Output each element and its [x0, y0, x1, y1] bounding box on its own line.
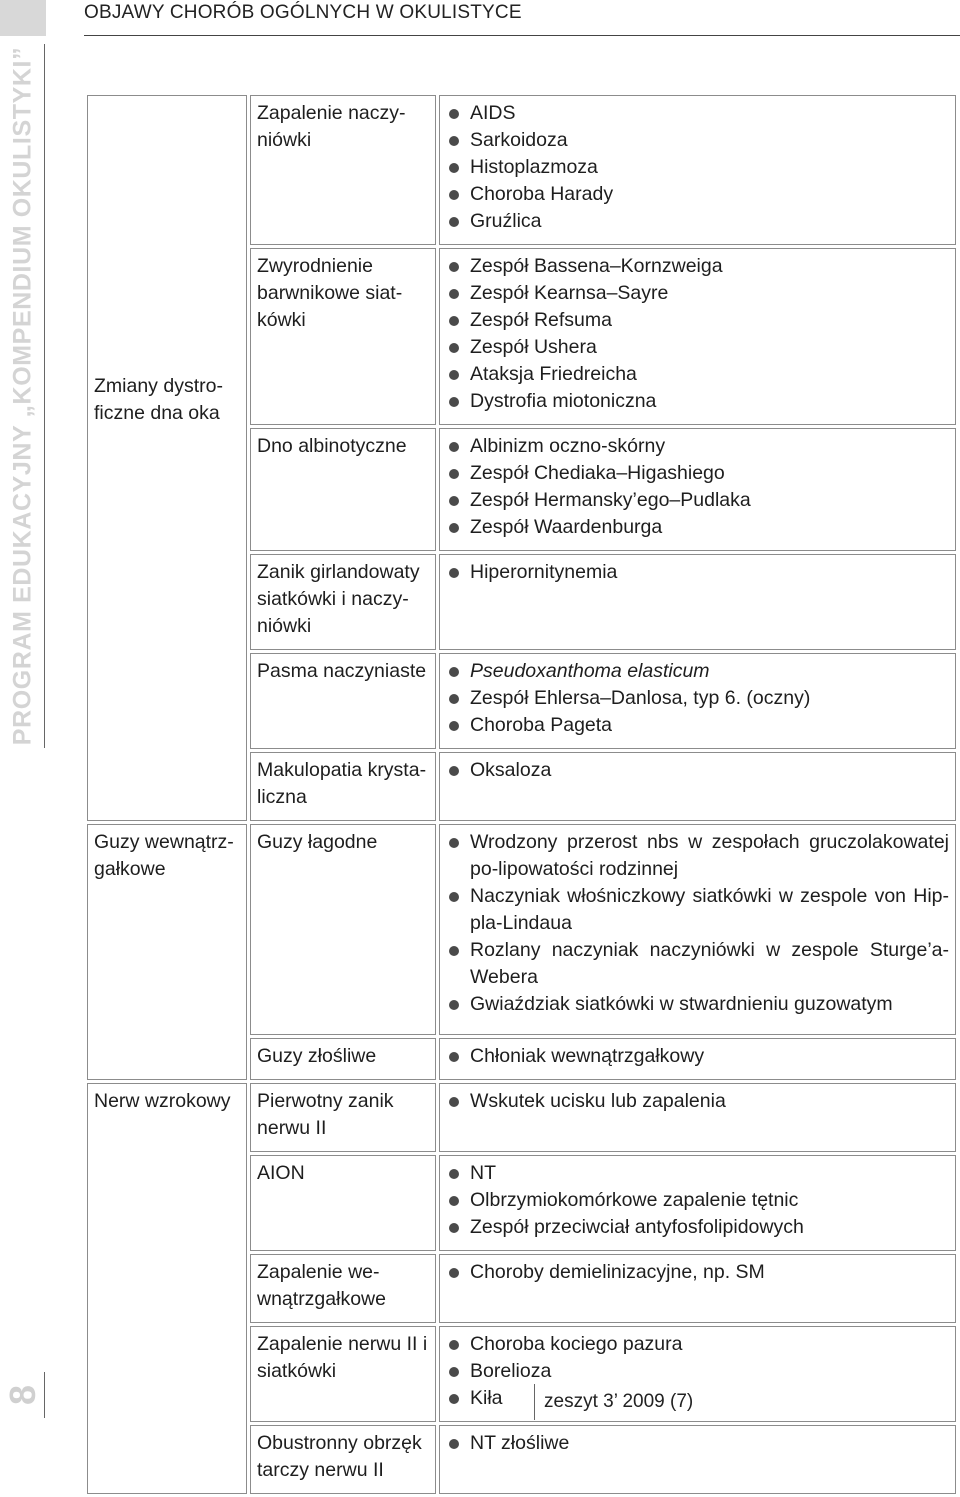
list-item: Kiła	[446, 1385, 949, 1412]
list-item: Zespół przeciwciał antyfosfolipidowych	[446, 1214, 949, 1241]
condition-cell	[250, 554, 436, 650]
list-item: Dystrofia miotoniczna	[446, 388, 949, 415]
list-item: Zespół Ehlersa–Danlosa, typ 6. (oczny)	[446, 685, 949, 712]
list-item: Zespół Ushera	[446, 334, 949, 361]
condition-label: Zapalenie we-wnątrzgałkowe	[257, 1261, 386, 1310]
list-item: Rozlany naczyniak naczyniówki w zespole Sturge’a-Webera	[446, 937, 949, 991]
diseases-cell	[439, 1425, 956, 1494]
table-row	[87, 95, 956, 245]
list-item: Oksaloza	[446, 757, 949, 784]
list-item: Choroba Pageta	[446, 712, 949, 739]
condition-label: AION	[257, 1162, 305, 1184]
list-item: Borelioza	[446, 1358, 949, 1385]
diseases-cell	[439, 95, 956, 245]
list-item: Zespół Refsuma	[446, 307, 949, 334]
condition-label: Pierwotny zanik nerwu II	[257, 1090, 394, 1139]
list-item: Wrodzony przerost nbs w zespołach gruczolakowatej po-lipowatości rodzinnej	[446, 829, 949, 883]
disease-list	[446, 1043, 949, 1070]
list-item: Chłoniak wewnątrzgałkowy	[446, 1043, 949, 1070]
list-item: Pseudoxanthoma elasticum	[446, 658, 949, 685]
condition-label: Zanik girlandowaty siatkówki i naczy-niówki	[257, 561, 420, 637]
diseases-cell	[439, 824, 956, 1035]
disease-list	[446, 1259, 949, 1286]
condition-label: Zwyrodnienie barwnikowe siat-kówki	[257, 255, 403, 331]
diseases-cell	[439, 428, 956, 551]
list-item: Histoplazmoza	[446, 154, 949, 181]
table-row	[87, 824, 956, 1035]
condition-label: Obustronny obrzęk tarczy nerwu II	[257, 1432, 422, 1481]
page-header-title: OBJAWY CHORÓB OGÓLNYCH W OKULISTYCE	[84, 2, 522, 23]
diseases-cell	[439, 752, 956, 821]
footer-divider	[534, 1384, 535, 1420]
disease-list	[446, 829, 949, 1018]
list-item: Gruźlica	[446, 208, 949, 235]
header-rule	[84, 35, 960, 36]
condition-cell	[250, 1425, 436, 1494]
side-label-wrap	[3, 44, 43, 748]
footer-side-rule	[44, 1372, 45, 1418]
list-item: Choroby demielinizacyjne, np. SM	[446, 1259, 949, 1286]
list-item: Zespół Hermansky’ego–Pudlaka	[446, 487, 949, 514]
disease-list	[446, 433, 949, 541]
side-rule	[44, 44, 45, 748]
page-number-wrap	[3, 1372, 43, 1418]
category-cell	[87, 1083, 247, 1494]
list-item: Naczyniak włośniczkowy siatkówki w zespole von Hip-pla-Lindaua	[446, 883, 949, 937]
header-corner-box	[0, 0, 46, 36]
condition-label: Zapalenie naczy-niówki	[257, 102, 406, 151]
list-item: NT złośliwe	[446, 1430, 949, 1457]
condition-cell	[250, 95, 436, 245]
condition-cell	[250, 1254, 436, 1323]
diseases-table	[84, 92, 959, 1497]
disease-list	[446, 1430, 949, 1457]
page-number: 8	[2, 1384, 43, 1406]
list-item: Zespół Bassena–Kornzweiga	[446, 253, 949, 280]
condition-cell	[250, 1155, 436, 1251]
category-label: Zmiany dystro-ficzne dna oka	[94, 375, 223, 424]
list-item: Gwiaździak siatkówki w stwardnieniu guzowatym	[446, 991, 949, 1018]
condition-label: Pasma naczyniaste	[257, 660, 427, 682]
side-program-label: PROGRAM EDUKACYJNY „KOMPENDIUM OKULISTYKI”	[8, 46, 37, 746]
table-row	[87, 1083, 956, 1152]
list-item: Olbrzymiokomórkowe zapalenie tętnic	[446, 1187, 949, 1214]
list-item: Ataksja Friedreicha	[446, 361, 949, 388]
condition-cell	[250, 1326, 436, 1422]
list-item: AIDS	[446, 100, 949, 127]
disease-list	[446, 658, 949, 739]
list-item: Choroba Harady	[446, 181, 949, 208]
condition-cell	[250, 1038, 436, 1080]
condition-label: Guzy łagodne	[257, 831, 378, 853]
diseases-cell	[439, 1038, 956, 1080]
list-item: NT	[446, 1160, 949, 1187]
disease-list	[446, 100, 949, 235]
condition-cell	[250, 428, 436, 551]
category-cell	[87, 824, 247, 1080]
disease-list	[446, 1331, 949, 1412]
condition-label: Guzy złośliwe	[257, 1045, 377, 1067]
list-item: Hiperornitynemia	[446, 559, 949, 586]
diseases-cell	[439, 1326, 956, 1422]
diseases-cell	[439, 1254, 956, 1323]
diseases-cell	[439, 1083, 956, 1152]
disease-list	[446, 1160, 949, 1241]
diseases-cell	[439, 1155, 956, 1251]
diseases-cell	[439, 248, 956, 425]
list-item: Wskutek ucisku lub zapalenia	[446, 1088, 949, 1115]
condition-cell	[250, 653, 436, 749]
condition-label: Makulopatia krysta-liczna	[257, 759, 427, 808]
condition-label: Dno albinotyczne	[257, 435, 407, 457]
category-label: Guzy wewnątrz-gałkowe	[94, 831, 234, 880]
category-cell	[87, 95, 247, 821]
diseases-cell	[439, 653, 956, 749]
list-item: Albinizm oczno-skórny	[446, 433, 949, 460]
disease-list	[446, 757, 949, 784]
disease-list	[446, 253, 949, 415]
condition-label: Zapalenie nerwu II i siatkówki	[257, 1333, 428, 1382]
disease-list	[446, 559, 949, 586]
list-item: Zespół Kearnsa–Sayre	[446, 280, 949, 307]
list-item: Sarkoidoza	[446, 127, 949, 154]
condition-cell	[250, 752, 436, 821]
disease-list	[446, 1088, 949, 1115]
list-item: Zespół Chediaka–Higashiego	[446, 460, 949, 487]
issue-label: zeszyt 3’ 2009 (7)	[544, 1391, 694, 1412]
list-item: Choroba kociego pazura	[446, 1331, 949, 1358]
condition-cell	[250, 824, 436, 1035]
diseases-cell	[439, 554, 956, 650]
condition-cell	[250, 1083, 436, 1152]
category-label: Nerw wzrokowy	[94, 1090, 231, 1112]
list-item: Zespół Waardenburga	[446, 514, 949, 541]
condition-cell	[250, 248, 436, 425]
